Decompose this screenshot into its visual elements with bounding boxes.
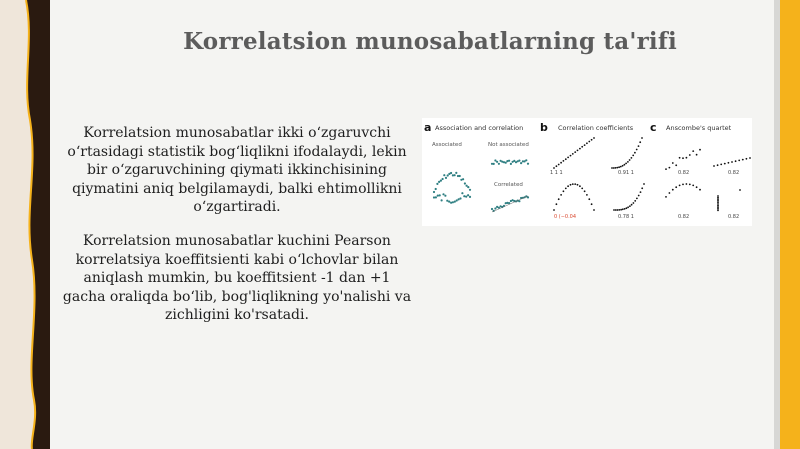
panel-c-quartet-1 [665, 149, 701, 170]
scatter-point [739, 189, 741, 191]
scatter-point [572, 153, 574, 155]
scatter-point [699, 189, 701, 191]
scatter-point [577, 184, 579, 186]
scatter-point [442, 193, 444, 195]
scatter-point [618, 166, 620, 168]
scatter-point [466, 185, 468, 187]
scatter-point [625, 163, 627, 165]
paragraph-definition: Korrelatsion munosabatlar ikki o‘zgaruvchi o‘rtasidagi statistik bog‘liqlikni ifodalaydi, lekin bir o‘zgaruvchining qiymati ikkinchisining qiymatini aniq belgilamaydi, balki ehtimollikni o‘zgartiradi. [67, 125, 407, 215]
scatter-point [692, 150, 694, 152]
scatter-point [567, 185, 569, 187]
scatter-point [682, 184, 684, 186]
scatter-point [620, 209, 622, 211]
scatter-point [505, 162, 507, 164]
scatter-point [510, 163, 512, 165]
panel-a-correlated-scatter [491, 195, 529, 212]
scatter-point [669, 167, 671, 169]
scatter-point [574, 183, 576, 185]
scatter-point [636, 198, 638, 200]
scatter-point [624, 164, 626, 166]
scatter-point [436, 183, 438, 185]
scatter-point [591, 203, 593, 205]
panel-b-curve-scatter [611, 137, 643, 169]
scatter-point [593, 209, 595, 211]
scatter-point [615, 209, 617, 211]
scatter-point [692, 185, 694, 187]
scatter-point [724, 163, 726, 165]
scatter-point [558, 164, 560, 166]
scatter-point [570, 155, 572, 157]
scatter-point [527, 196, 529, 198]
scatter-point [641, 187, 643, 189]
scatter-point [699, 149, 701, 151]
scatter-point [689, 184, 691, 186]
panel-c-value-2: 0.82 [728, 170, 740, 176]
panel-a-sub-correlated: Correlated [494, 182, 523, 188]
scatter-point [467, 186, 469, 188]
scatter-point [633, 202, 635, 204]
scatter-point [640, 191, 642, 193]
scatter-point [433, 196, 435, 198]
scatter-point [622, 208, 624, 210]
scatter-point [728, 162, 730, 164]
scatter-point [577, 150, 579, 152]
scatter-point [611, 167, 613, 169]
scatter-point [560, 194, 562, 196]
scatter-point [493, 163, 495, 165]
panel-a-not-associated-scatter [491, 159, 529, 165]
panel-b-value-2: 0.91 1 [618, 170, 634, 176]
panel-c-quartet-4 [717, 189, 741, 211]
scatter-point [525, 159, 527, 161]
scatter-point [717, 210, 719, 212]
scatter-point [581, 188, 583, 190]
scatter-point [624, 208, 626, 210]
scatter-point [459, 197, 461, 199]
scatter-point [618, 209, 620, 211]
scatter-point [689, 154, 691, 156]
scatter-point [570, 184, 572, 186]
panel-c-value-3: 0.82 [678, 214, 690, 220]
panel-c-quartet-3 [665, 183, 701, 198]
scatter-point [717, 206, 719, 208]
scatter-point [717, 198, 719, 200]
scatter-point [672, 162, 674, 164]
scatter-point [579, 148, 581, 150]
scatter-point [631, 157, 633, 159]
scatter-point [565, 188, 567, 190]
scatter-point [443, 174, 445, 176]
scatter-point [459, 175, 461, 177]
scatter-point [558, 198, 560, 200]
scatter-point [669, 192, 671, 194]
scatter-point [442, 178, 444, 180]
scatter-point [631, 204, 633, 206]
scatter-point [498, 163, 500, 165]
panel-c-value-4: 0.82 [728, 214, 740, 220]
scatter-point [560, 162, 562, 164]
scatter-point [494, 207, 496, 209]
scatter-point [675, 186, 677, 188]
scatter-point [584, 144, 586, 146]
scatter-point [553, 167, 555, 169]
scatter-point [435, 196, 437, 198]
scatter-point [584, 190, 586, 192]
scatter-point [717, 164, 719, 166]
scatter-point [629, 205, 631, 207]
scatter-point [643, 183, 645, 185]
scatter-point [491, 208, 493, 210]
scatter-point [454, 201, 456, 203]
panel-b-parabola-scatter [553, 183, 595, 211]
panel-b-value-1: 1 1 1 [550, 170, 563, 176]
scatter-point [463, 195, 465, 197]
scatter-point [444, 195, 446, 197]
paragraph-pearson: Korrelatsion munosabatlar kuchini Pearson korrelatsiya koeffitsienti kabi o‘lchovlar bilan aniqlash mumkin, bu koeffitsient -1 dan +1 gacha oraliqda bo‘lib, bog'liqlikning yo'nalishi va zichligini ko'rsatadi. [62, 233, 412, 323]
scatter-point [615, 167, 617, 169]
scatter-point [458, 198, 460, 200]
slide-title: Korrelatsion munosabatlarning ta'rifi [183, 28, 677, 55]
panel-b-letter: b [540, 121, 548, 134]
scatter-point [636, 149, 638, 151]
scatter-point [717, 200, 719, 202]
scatter-point [616, 167, 618, 169]
scatter-point [437, 195, 439, 197]
panel-a-associated-scatter [433, 172, 471, 193]
panel-a-noisy-scatter [433, 192, 471, 204]
scatter-point [593, 137, 595, 139]
scatter-point [626, 207, 628, 209]
scatter-point [717, 195, 719, 197]
scatter-point [613, 209, 615, 211]
scatter-point [696, 186, 698, 188]
scatter-point [553, 209, 555, 211]
scatter-point [717, 203, 719, 205]
scatter-point [447, 174, 449, 176]
scatter-point [638, 195, 640, 197]
scatter-point [679, 157, 681, 159]
scatter-point [574, 151, 576, 153]
scatter-point [579, 185, 581, 187]
scatter-point [464, 182, 466, 184]
scatter-point [527, 163, 529, 165]
scatter-point [634, 200, 636, 202]
panel-b-title: Correlation coefficients [558, 124, 634, 132]
scatter-point [588, 198, 590, 200]
scatter-point [518, 160, 520, 162]
scatter-point [455, 172, 457, 174]
scatter-point [622, 165, 624, 167]
scatter-point [679, 185, 681, 187]
scatter-point [682, 157, 684, 159]
scatter-point [439, 194, 441, 196]
scatter-point [556, 203, 558, 205]
scatter-point [456, 199, 458, 201]
scatter-point [672, 189, 674, 191]
scatter-point [452, 201, 454, 203]
scatter-point [620, 166, 622, 168]
scatter-point [461, 192, 463, 194]
scatter-point [627, 206, 629, 208]
decorative-accent-bar [780, 0, 800, 449]
panel-a-letter: a [424, 121, 432, 134]
scatter-point [586, 142, 588, 144]
scatter-point [591, 139, 593, 141]
scatter-point [665, 168, 667, 170]
scatter-point [567, 157, 569, 159]
scatter-point [720, 164, 722, 166]
scatter-point [638, 145, 640, 147]
scatter-point [613, 167, 615, 169]
scatter-point [617, 209, 619, 211]
panel-c-value-1: 0.82 [678, 170, 690, 176]
panel-a-sub-not-associated: Not associated [488, 142, 529, 148]
scatter-point [588, 141, 590, 143]
scatter-point [713, 165, 715, 167]
panel-a-sub-associated: Associated [432, 142, 462, 148]
scatter-point [634, 152, 636, 154]
scatter-point [586, 194, 588, 196]
scatter-point [749, 157, 751, 159]
scatter-point [448, 201, 450, 203]
scatter-point [563, 160, 565, 162]
scatter-point [469, 189, 471, 191]
scatter-point [440, 180, 442, 182]
scatter-point [717, 197, 719, 199]
scatter-point [731, 161, 733, 163]
scatter-point [435, 188, 437, 190]
scatter-point [520, 162, 522, 164]
panel-b-linear-scatter [553, 137, 595, 169]
scatter-point [462, 178, 464, 180]
scatter-point [717, 202, 719, 204]
scatter-point [465, 196, 467, 198]
scatter-point [450, 172, 452, 174]
panel-a-title: Association and correlation [435, 124, 524, 132]
scatter-point [433, 191, 435, 193]
scatter-point [469, 196, 471, 198]
decorative-left-band [0, 0, 50, 449]
scatter-point [717, 208, 719, 210]
scatter-point [665, 196, 667, 198]
panel-c-title: Anscombe's quartet [666, 124, 732, 132]
scatter-point [454, 174, 456, 176]
scatter-point [556, 165, 558, 167]
scatter-point [735, 160, 737, 162]
correlation-figure [422, 118, 752, 226]
panel-b-value-3: 0 (−0.04 [554, 214, 577, 220]
scatter-point [572, 183, 574, 185]
scatter-point [496, 161, 498, 163]
scatter-point [746, 158, 748, 160]
panel-c-quartet-2 [713, 157, 751, 167]
scatter-point [686, 157, 688, 159]
scatter-point [508, 160, 510, 162]
scatter-point [738, 160, 740, 162]
scatter-point [696, 154, 698, 156]
scatter-point [563, 190, 565, 192]
scatter-point [686, 183, 688, 185]
scatter-point [565, 158, 567, 160]
scatter-point [632, 155, 634, 157]
scatter-point [641, 137, 643, 139]
scatter-point [639, 141, 641, 143]
scatter-point [467, 194, 469, 196]
scatter-point [441, 199, 443, 201]
trend-line [492, 196, 528, 212]
scatter-point [581, 146, 583, 148]
panel-b-value-4: 0.78 1 [618, 214, 634, 220]
scatter-point [675, 164, 677, 166]
scatter-point [446, 200, 448, 202]
scatter-point [742, 159, 744, 161]
scatter-point [438, 181, 440, 183]
panel-b-exp-scatter [613, 183, 645, 211]
panel-c-letter: c [650, 121, 657, 134]
scatter-point [629, 159, 631, 161]
scatter-point [445, 177, 447, 179]
scatter-point [627, 161, 629, 163]
scatter-point [717, 205, 719, 207]
